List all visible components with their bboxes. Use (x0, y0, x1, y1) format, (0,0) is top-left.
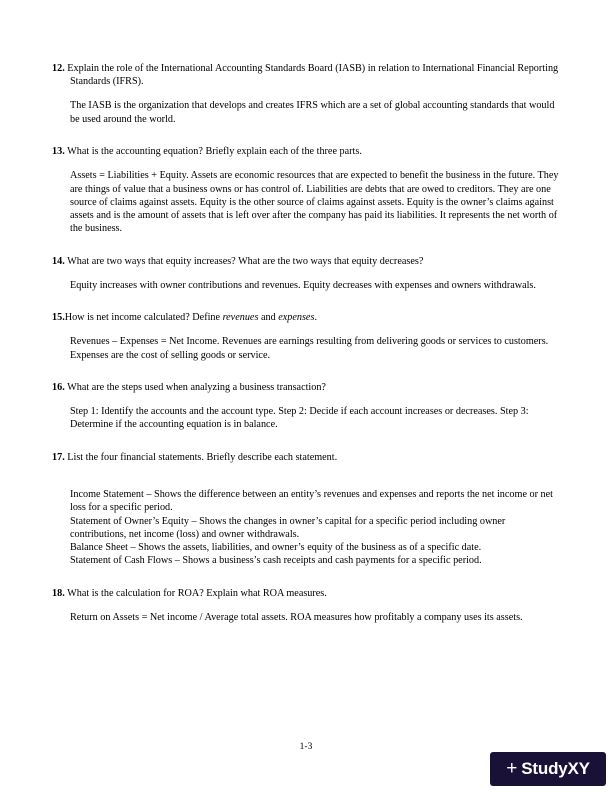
question-number: 16. (52, 381, 65, 393)
section-spacer (52, 292, 560, 311)
question-number: 18. (52, 587, 65, 599)
answer-line: Statement of Owner’s Equity – Shows the changes in owner’s capital for a specific period including owner contributions, net income (loss) and owner withdrawals. (70, 515, 506, 540)
watermark-brand: StudyXY (521, 759, 590, 778)
question-item-16 (52, 381, 560, 432)
question-item-18 (52, 587, 560, 625)
question-heading (52, 587, 560, 600)
answer-text: Return on Assets = Net income / Average total assets. ROA measures how profitably a company uses its assets. (70, 611, 523, 623)
question-number: 12. (52, 63, 65, 74)
question-number: 17. (52, 451, 65, 463)
question-item-15 (52, 311, 560, 362)
question-number: 14. (52, 255, 65, 267)
question-text-part-italic: expenses (278, 312, 315, 324)
question-text-part: How is net income calculated? Define (64, 312, 223, 324)
question-item-17 (52, 451, 560, 568)
question-heading (52, 255, 560, 268)
question-item-13 (52, 145, 560, 236)
question-heading (52, 145, 560, 158)
document-content (52, 62, 560, 624)
question-text: What are two ways that equity increases? What are the two ways that equity decreases? (67, 255, 424, 267)
answer-text: Revenues – Expenses = Net Income. Revenues are earnings resulting from delivering goods or services to customers. Expenses are the cost of selling goods or service. (70, 336, 549, 361)
question-text: Explain the role of the International Accounting Standards Board (IASB) in relation to International Financial Reporting Standards (IFRS). (67, 63, 559, 88)
question-text: What is the calculation for ROA? Explain what ROA measures. (67, 587, 327, 599)
question-heading (52, 311, 560, 324)
question-heading (52, 381, 560, 394)
section-spacer (52, 236, 560, 255)
answer-line: Statement of Cash Flows – Shows a business’s cash receipts and cash payments for a specific period. (70, 555, 482, 567)
section-spacer (52, 432, 560, 451)
question-item-14 (52, 255, 560, 293)
question-number: 15. (52, 312, 65, 324)
question-text-part: and (258, 312, 279, 324)
plus-icon: + (506, 757, 518, 779)
question-text: What are the steps used when analyzing a business transaction? (67, 381, 326, 393)
section-spacer (52, 568, 560, 587)
studyxy-watermark (490, 752, 606, 786)
answer-line: Balance Sheet – Shows the assets, liabilities, and owner’s equity of the business as of a specific date. (70, 542, 482, 554)
question-text-part: . (314, 312, 317, 324)
section-spacer (52, 126, 560, 145)
question-text: List the four financial statements. Briefly describe each statement. (67, 451, 338, 463)
question-text: What is the accounting equation? Briefly explain each of the three parts. (67, 146, 362, 157)
answer-line: Income Statement – Shows the difference between an entity’s revenues and expenses and reports the net income or net loss for a specific period. (70, 488, 553, 514)
question-heading (52, 451, 560, 464)
question-number: 13. (52, 146, 65, 157)
question-heading (52, 62, 560, 88)
section-spacer (52, 362, 560, 381)
answer-text: Equity increases with owner contributions and revenues. Equity decreases with expenses and owners withdrawals. (70, 279, 536, 291)
question-text-part-italic: revenues (222, 312, 259, 324)
answer-text: The IASB is the organization that develops and creates IFRS which are a set of global accounting standards that would be used around the world. (70, 100, 555, 125)
question-item-12 (52, 62, 560, 126)
answer-text: Step 1: Identify the accounts and the account type. Step 2: Decide if each account increases or decreases. Step 3: Determine if the accounting equation is in balance. (70, 406, 529, 431)
answer-text: Assets = Liabilities + Equity. Assets are economic resources that are expected to benefit the business in the future. They are things of value that a business owns or has control of. Liabilities are debts that are owed to creditors. They are one source of claims against assets. Equity is the other source of claims against assets. Equity is the owner’s claims against assets and is the amount of assets that is left over after the company has paid its liabilities. It represents the net worth of the business. (70, 170, 559, 235)
answer-block (70, 488, 560, 568)
page-number: 1-3 (299, 742, 313, 752)
